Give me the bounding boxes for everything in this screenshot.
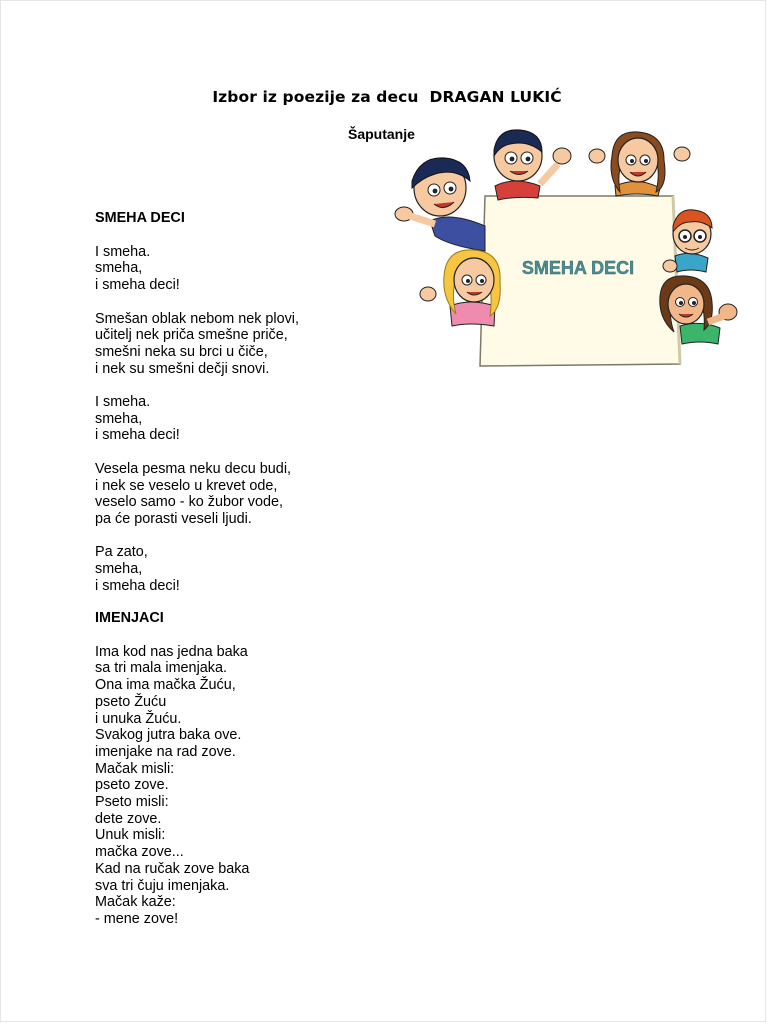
document-subtitle: Šaputanje <box>348 126 415 142</box>
stanza <box>95 244 395 294</box>
kid-boy-blue <box>395 158 485 251</box>
poem-line: pa će porasti veseli ljudi. <box>95 510 252 527</box>
stanza <box>95 644 395 928</box>
poem-line: Pseto misli: <box>95 794 169 811</box>
document-title: Izbor iz poezije za decu DRAGAN LUKIĆ <box>212 88 562 106</box>
poem-line: Ima kod nas jedna baka <box>95 643 248 660</box>
poem-line: veselo samo - ko žubor vode, <box>95 494 283 511</box>
poem-line: i nek se veselo u krevet ode, <box>95 477 278 494</box>
poem-line: Smešan oblak nebom nek plovi, <box>95 310 299 327</box>
poem-imenjaci <box>95 610 395 944</box>
poem-line: i smeha deci! <box>95 577 180 594</box>
kids-sign-illustration <box>390 126 742 374</box>
sign-board <box>480 196 680 366</box>
poem-line: i nek su smešni dečji snovi. <box>95 360 270 377</box>
poem-line: smeha, <box>95 410 143 427</box>
poem-title: SMEHA DECI <box>95 210 185 226</box>
poem-line: smeha, <box>95 260 143 277</box>
stanza <box>95 311 395 378</box>
poem-line: I smeha. <box>95 394 151 410</box>
poem-line: i smeha deci! <box>95 427 180 444</box>
kid-boy-red <box>494 130 571 200</box>
poem-line: mačka zove... <box>95 844 184 861</box>
stanza <box>95 394 395 444</box>
stanza <box>95 461 395 528</box>
poem-line: Svakog jutra baka ove. <box>95 727 242 744</box>
poem-line: smeha, <box>95 561 143 577</box>
poem-line: I smeha. <box>95 243 151 260</box>
poem-line: Unuk misli: <box>95 827 166 844</box>
poem-line: smešni neka su brci u čiče, <box>95 343 268 360</box>
poem-line: dete zove. <box>95 810 162 827</box>
poem-line: Ona ima mačka Žuću, <box>95 677 236 694</box>
kid-girl-top <box>589 132 690 196</box>
poem-line: učitelj nek priča smešne priče, <box>95 327 288 344</box>
poem-line: i unuka Žuću. <box>95 710 182 727</box>
poem-line: sva tri čuju imenjaka. <box>95 877 230 894</box>
kid-girl-blonde <box>420 250 500 326</box>
poem-line: pseto Žuću <box>95 693 167 710</box>
stanza <box>95 544 395 594</box>
poem-line: Kad na ručak zove baka <box>95 860 250 877</box>
poem-line: imenjake na rad zove. <box>95 743 236 760</box>
poem-line: - mene zove! <box>95 910 179 927</box>
poem-line: Pa zato, <box>95 544 148 561</box>
poem-line: sa tri mala imenjaka. <box>95 660 227 677</box>
poem-line: Vesela pesma neku decu budi, <box>95 460 292 477</box>
poem-line: i smeha deci! <box>95 277 180 294</box>
sign-text: SMEHA DECI <box>521 258 635 278</box>
poem-line: Mačak misli: <box>95 760 175 777</box>
poem-smeha-deci <box>95 210 395 611</box>
poem-line: Mačak kaže: <box>95 894 176 911</box>
poem-title: IMENJACI <box>95 610 164 626</box>
poem-line: pseto zove. <box>95 777 169 794</box>
